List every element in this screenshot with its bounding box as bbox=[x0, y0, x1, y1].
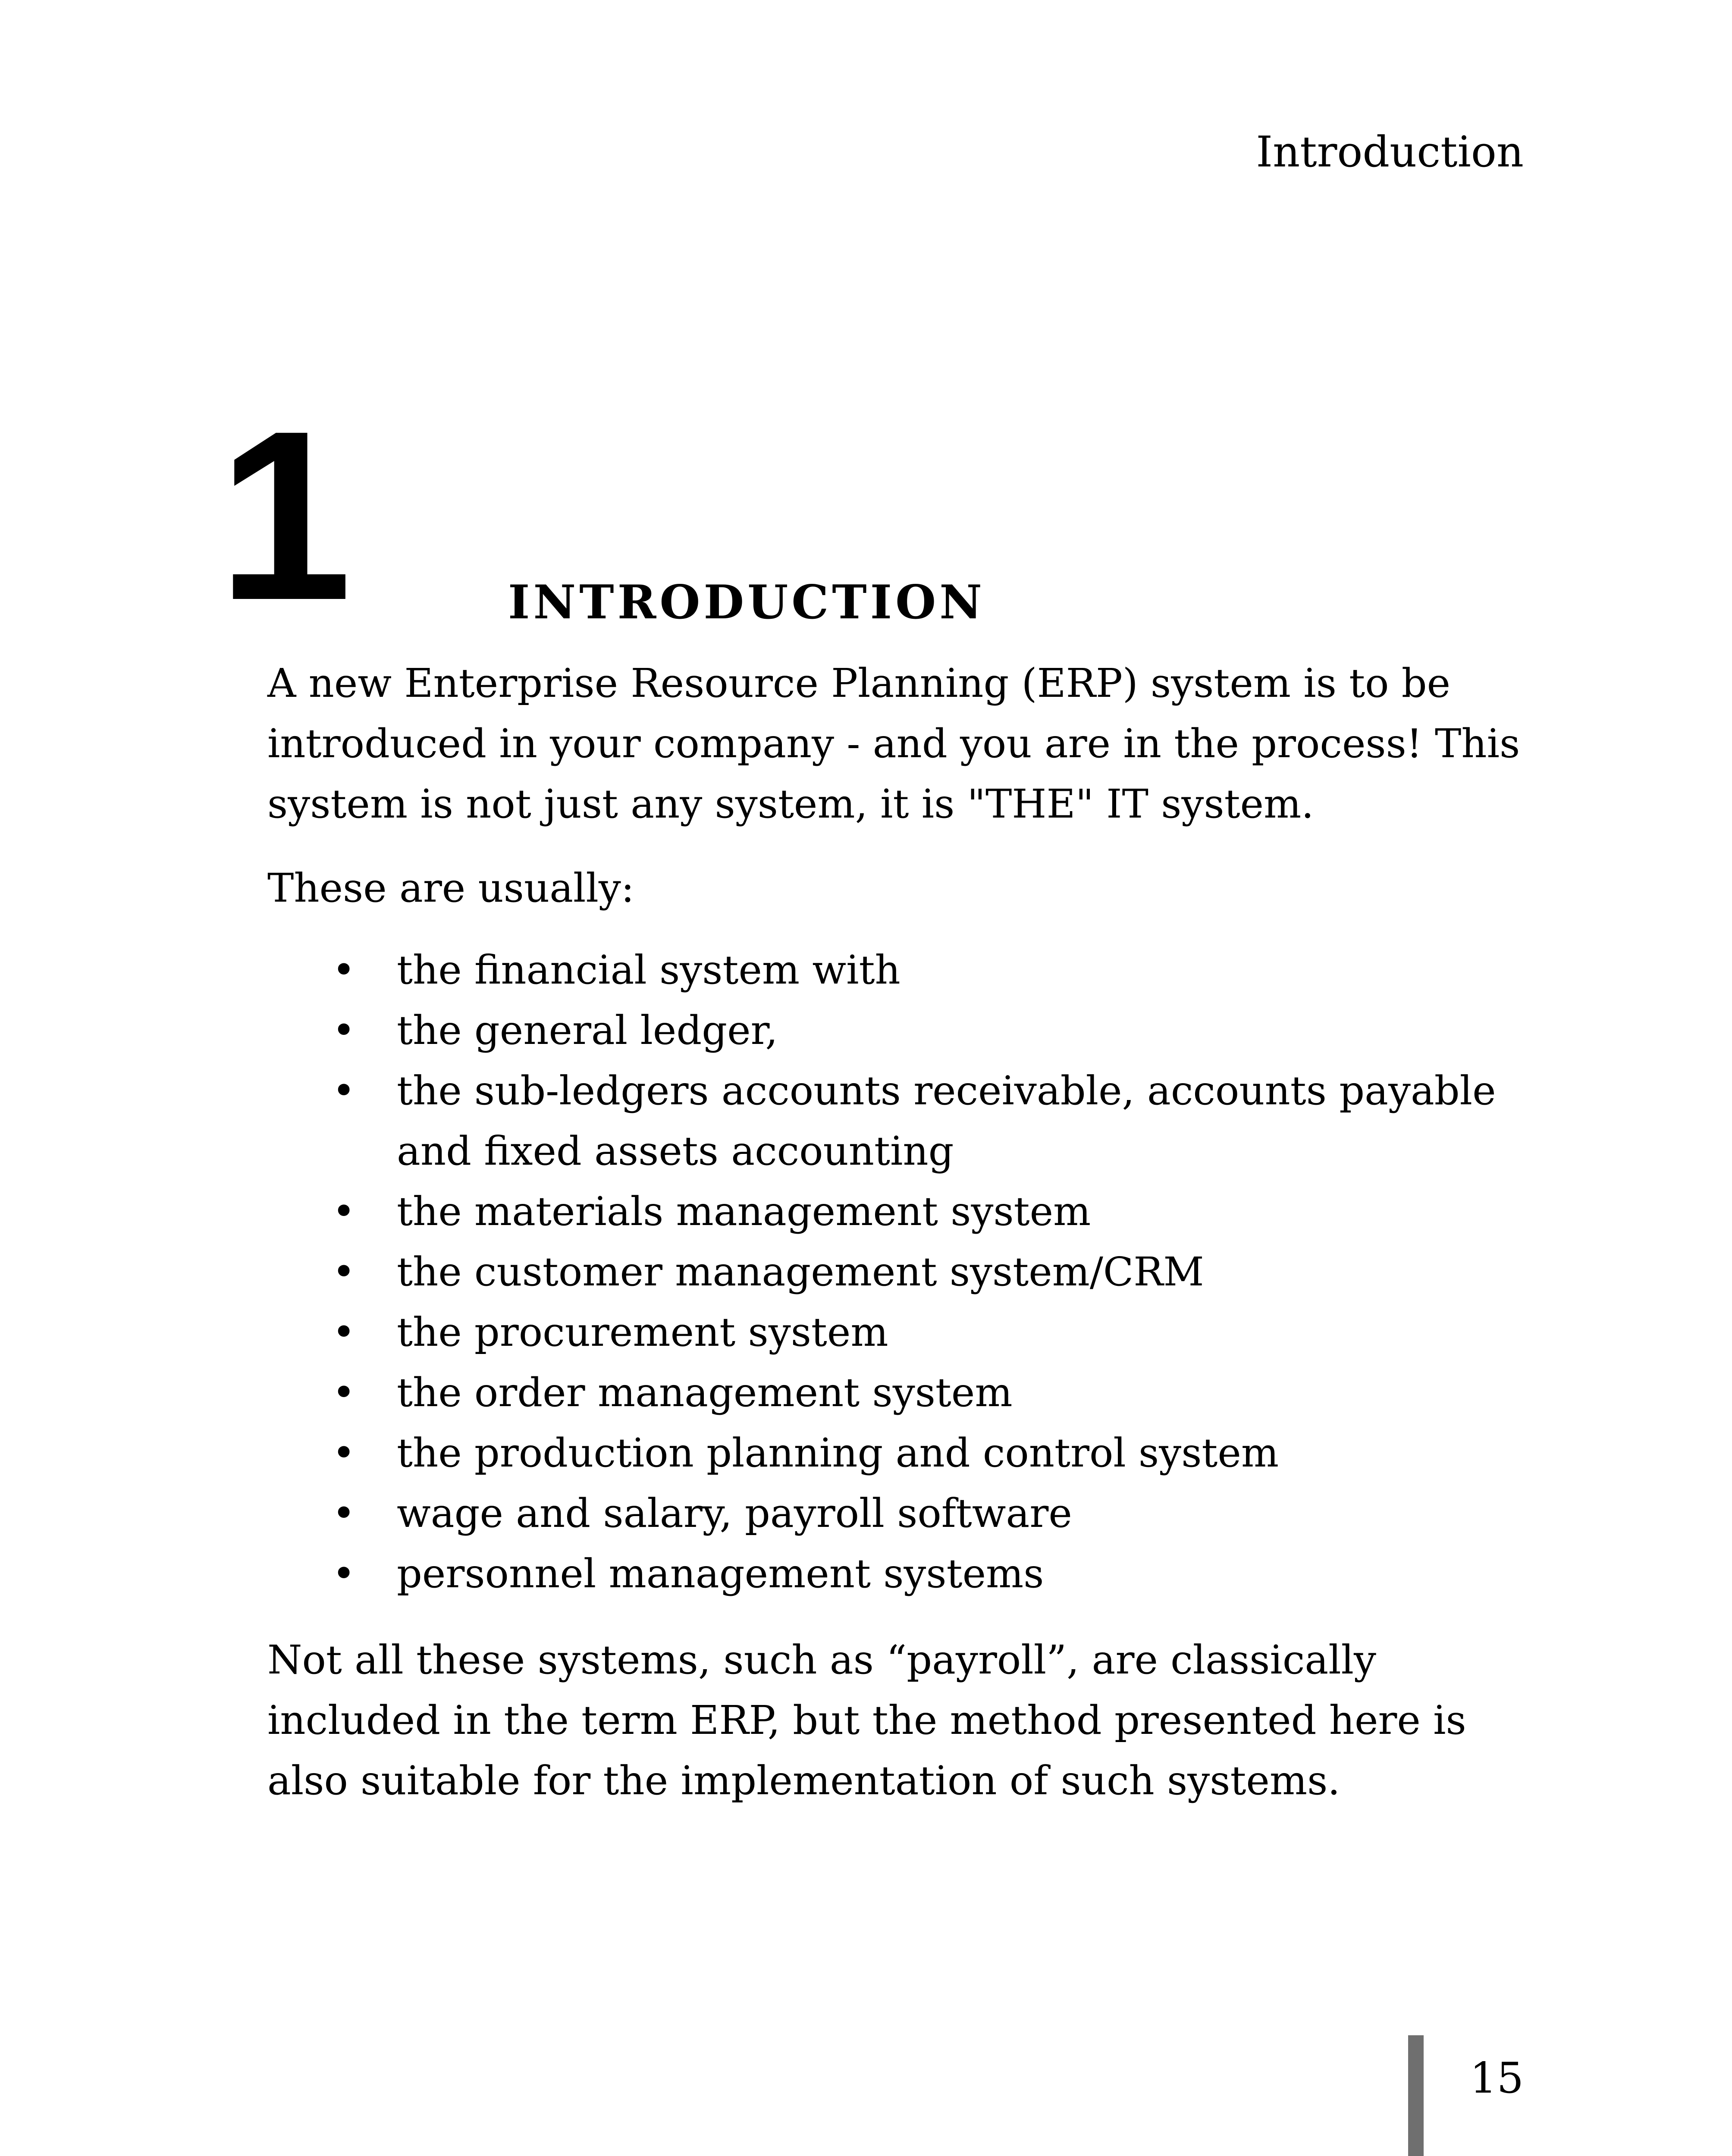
intro-paragraph: A new Enterprise Resource Planning (ERP) system is to be introduced in your company - and you are in the process! This system is not just any system, it is "THE" IT system. bbox=[267, 660, 1520, 827]
list-item-text: personnel management systems bbox=[397, 1551, 1044, 1597]
bullet-icon: • bbox=[332, 1068, 356, 1114]
list-item bbox=[267, 940, 1535, 1000]
page-number: 15 bbox=[1470, 2054, 1524, 2103]
bullet-icon: • bbox=[332, 1309, 356, 1355]
erp-systems-list bbox=[267, 940, 1535, 1604]
list-item bbox=[267, 1302, 1535, 1363]
chapter-title: INTRODUCTION bbox=[508, 575, 985, 630]
list-item-text: the procurement system bbox=[397, 1309, 888, 1355]
page-marker-bar bbox=[1408, 2035, 1424, 2156]
list-item-text: the production planning and control system bbox=[397, 1430, 1279, 1476]
list-item-text: the materials management system bbox=[397, 1188, 1091, 1235]
list-item bbox=[267, 1242, 1535, 1302]
list-item bbox=[267, 1061, 1535, 1181]
chapter-number: 1 bbox=[218, 380, 348, 650]
list-item bbox=[267, 1363, 1535, 1423]
closing-paragraph: Not all these systems, such as “payroll”, are classically included in the term ERP, but the method presented here is also suitable for the implementation of such systems. bbox=[267, 1637, 1466, 1804]
bullet-icon: • bbox=[332, 1430, 356, 1476]
list-item bbox=[267, 1181, 1535, 1242]
bullet-icon: • bbox=[332, 1490, 356, 1536]
list-item bbox=[267, 1423, 1535, 1483]
list-item bbox=[267, 1544, 1535, 1604]
list-lead-paragraph: These are usually: bbox=[267, 865, 634, 911]
list-item-text: wage and salary, payroll software bbox=[397, 1490, 1072, 1536]
list-item-text: the order management system bbox=[397, 1369, 1013, 1416]
list-item-text: the financial system with bbox=[397, 947, 901, 993]
bullet-icon: • bbox=[332, 1249, 356, 1295]
list-item bbox=[267, 1000, 1535, 1061]
list-item-text: the customer management system/CRM bbox=[397, 1249, 1204, 1295]
bullet-icon: • bbox=[332, 1551, 356, 1597]
bullet-icon: • bbox=[332, 1369, 356, 1416]
bullet-icon: • bbox=[332, 1188, 356, 1235]
list-item bbox=[267, 1483, 1535, 1544]
list-item-text: the sub-ledgers accounts receivable, accounts payable and fixed assets accounting bbox=[397, 1068, 1496, 1174]
running-header: Introduction bbox=[1256, 128, 1524, 177]
list-item-text: the general ledger, bbox=[397, 1007, 778, 1053]
bullet-icon: • bbox=[332, 1007, 356, 1053]
bullet-icon: • bbox=[332, 947, 356, 993]
